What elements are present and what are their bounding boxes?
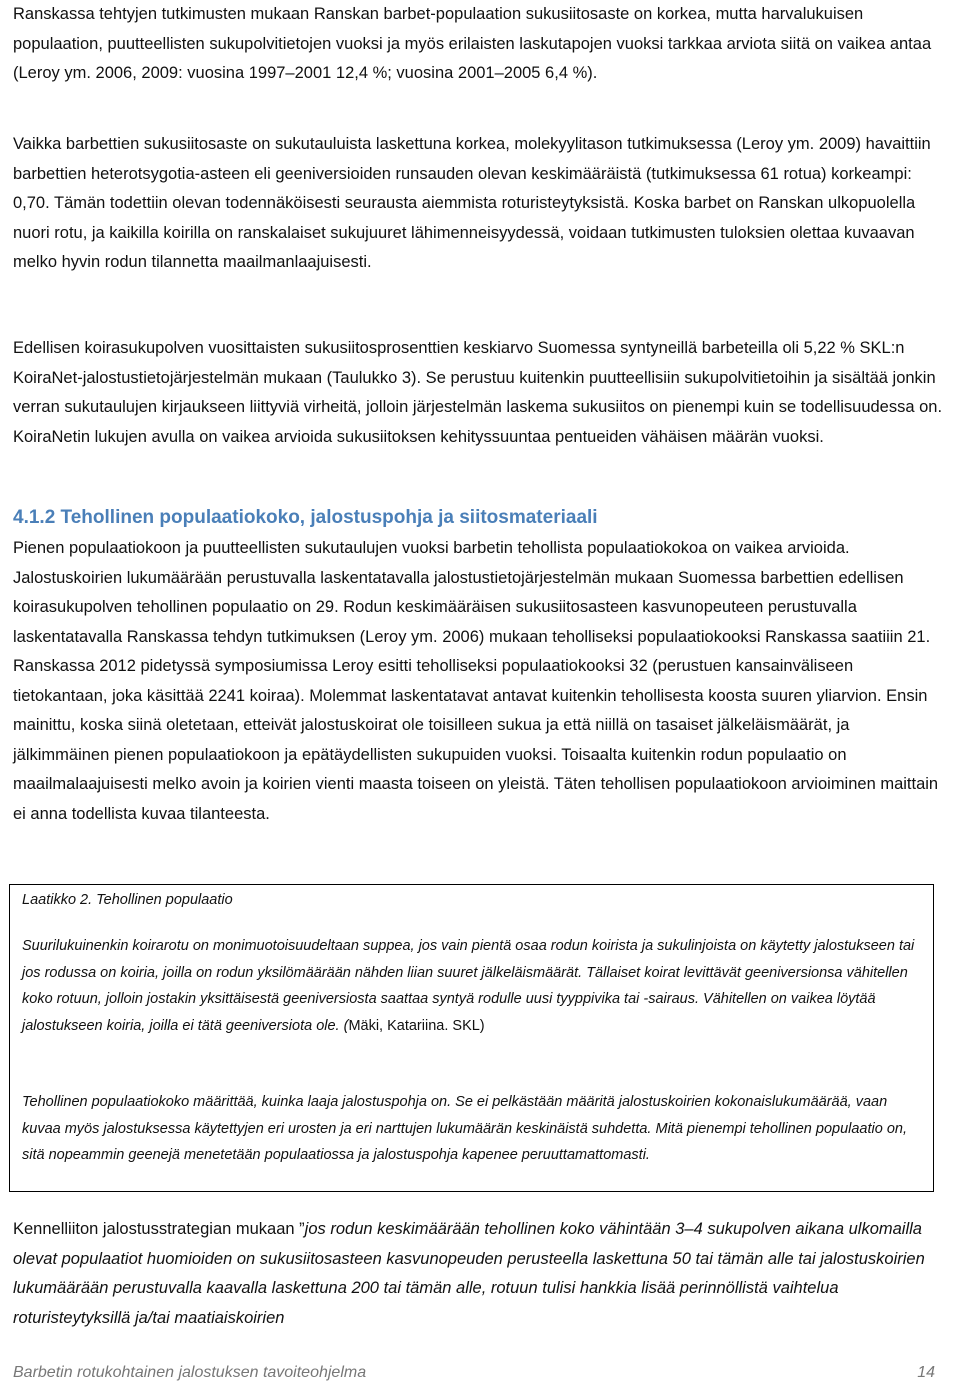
paragraph-france-inbreeding: Ranskassa tehtyjen tutkimusten mukaan Ranskan barbet-populaation sukusiitosaste on korkea, mutta harvalukuisen populaation, puutteellisten sukupolvitietojen vuoksi ja myös erilaisten laskutapojen vuoksi tarkkaa arviota siitä on vaikea antaa (Leroy ym. 2006, 2009: vuosina 1997–2001 12,4 %; vuosina 2001–2005 6,4 %). <box>13 5 932 82</box>
page-footer <box>13 1362 935 1384</box>
section-heading: 4.1.2 Tehollinen populaatiokoko, jalostuspohja ja siitosmateriaali <box>13 507 598 528</box>
info-box-text-2: Tehollinen populaatiokoko määrittää, kuinka laaja jalostuspohja on. Se ei pelkästään määritä jalostuskoirien kokonaislukumäärää, vaan kuvaa myös jalostuksessa käytettyjen eri urosten ja eri narttujen lukumäärän keskinäistä suhdetta. Mitä pienempi tehollinen populaatio on, sitä nopeammin geenejä menetetään populaatiossa ja jalostuspohja kapenee peruuttamattomasti. <box>22 1094 907 1163</box>
info-box-source: Mäki, Katariina. SKL) <box>348 1017 485 1034</box>
quote-intro: Kennelliiton jalostusstrategian mukaan ” <box>13 1220 305 1238</box>
footer-title: Barbetin rotukohtainen jalostuksen tavoiteohjelma <box>13 1364 367 1381</box>
info-box-text-1-body: Suurilukuinenkin koirarotu on monimuotoisuudeltaan suppea, jos vain pientä osaa rodun koirista ja sukulinjoista on käytetty jalostukseen tai jos rodussa on koiria, joilla on rodun yksilömäärään nähden liian suuret jälkeläismäärät. Tällaiset koirat levittävät geeniversionsa vähitellen koko rotuun, jolloin jostakin yksittäisestä geeniversiosta saattaa syntyä rodulle uusi tyyppivika tai -sairaus. Vähitellen on vaikea löytää jalostukseen koiria, joilla ei tätä geeniversiota ole. ( <box>22 938 915 1034</box>
paragraph-finland-inbreeding: Edellisen koirasukupolven vuosittaisten sukusiitosprosenttien keskiarvo Suomessa syntyneillä barbeteilla oli 5,22 % SKL:n KoiraNet-jalostustietojärjestelmän mukaan (Taulukko 3). Se perustuu kuitenkin puutteellisiin sukupolvitietoihin ja sisältää jonkin verran sukutaulujen kirjaukseen liittyviä virheitä, jolloin järjestelmän laskema sukusiitos on pienempi kuin se todellisuudessa on. KoiraNetin lukujen avulla on vaikea arvioida sukusiitoksen kehityssuuntaa pentueiden vähäisen määrän vuoksi. <box>13 339 943 446</box>
paragraph-breeding-strategy <box>13 1215 943 1333</box>
paragraph-molecular-study: Vaikka barbettien sukusiitosaste on sukutauluista laskettuna korkea, molekyylitason tutkimuksessa (Leroy ym. 2009) havaittiin barbettien heterotsygotia-asteen eli geeniversioiden runsauden olevan keskimääräistä (tutkimuksessa 61 rotua) korkeampi: 0,70. Tämän todettiin olevan todennäköisesti seurausta aiemmista roturisteytyksistä. Koska barbet on Ranskan ulkopuolella nuori rotu, ja kaikilla koirilla on ranskalaiset sukujuuret lähimenneisyydessä, voidaan tutkimusten tuloksien olettaa kuvaavan melko hyvin rodun tilannetta maailmanlaajuisesti. <box>13 135 931 271</box>
paragraph-effective-population: Pienen populaatiokoon ja puutteellisten sukutaulujen vuoksi barbetin tehollista populaatiokokoa on vaikea arvioida. Jalostuskoirien lukumäärään perustuvalla laskentatavalla jalostustietojärjestelmän mukaan Suomessa barbettien edellisen koirasukupolven tehollinen populaatio on 29. Rodun keskimääräisen sukusiitosasteen kasvunopeuteen perustuvalla laskentatavalla Ranskassa tehdyn tutkimuksen (Leroy ym. 2006) mukaan teholliseksi populaatiokooksi Ranskassa saatiiin 21. Ranskassa 2012 pidetyssä symposiumissa Leroy esitti teholliseksi populaatiokooksi 32 (perustuen kansainväliseen tietokantaan, joka käsittää 2241 koiraa). Molemmat laskentatavat antavat kuitenkin tehollisesta koosta suuren yliarvion. Ensin mainittu, koska siinä oletetaan, etteivät jalostuskoirat ole toisilleen sukua ja että niillä on tasaiset jälkeläismäärät, ja jälkimmäinen pienen populaatiokoon ja epätäydellisten sukupuiden vuoksi. Toisaalta kuitenkin rodun populaatio on maailmalaajuisesti melko avoin ja koirien vienti maasta toiseen on yleistä. Täten tehollisen populaatiokoon arvioiminen maittain ei anna todellista kuvaa tilanteesta. <box>13 539 939 823</box>
info-box-text-1 <box>22 933 921 1039</box>
info-box-effective-population <box>9 884 934 1192</box>
info-box-title: Laatikko 2. Tehollinen populaatio <box>22 892 233 908</box>
page-number: 14 <box>917 1364 935 1381</box>
quote-text: jos rodun keskimäärään tehollinen koko vähintään 3–4 sukupolven aikana ulkomailla olevat populaatiot huomioiden on sukusiitosasteen kasvunopeuden perusteella laskettuna 50 tai tämän alle tai jalostuskoirien lukumäärään perustuvalla kaavalla laskettuna 200 tai tämän alle, rotuun tulisi hankkia lisää perinnöllistä vaihtelua roturisteytyksillä ja/tai maatiaiskoirien <box>13 1220 925 1327</box>
